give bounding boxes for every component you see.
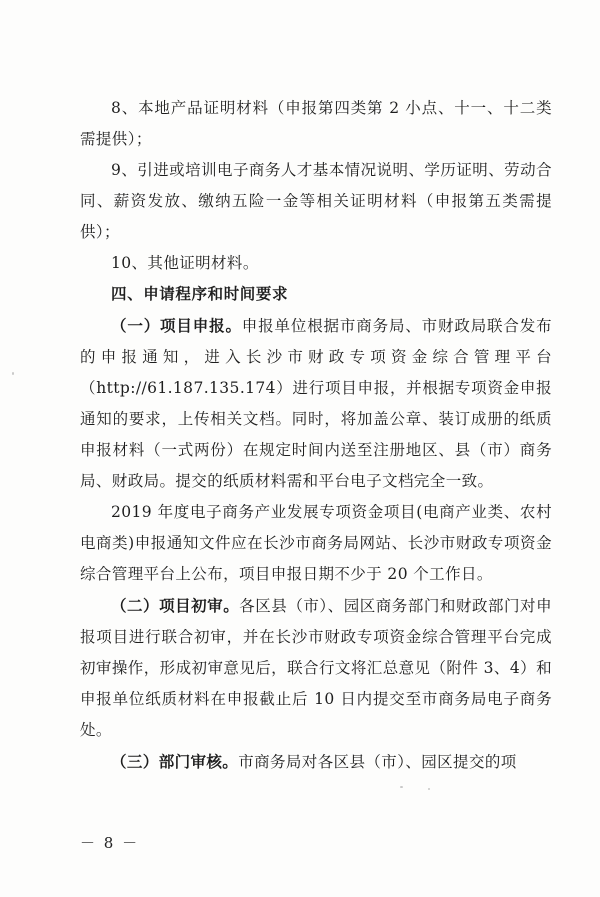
text-preliminary-review: 各区县（市）、园区商务部门和财政部门对申报项目进行联合初审，并在长沙市财政专项资金综合管理平台完成初审操作，形成初审意见后，联合行文将汇总意见（附件 3、4）和申报单位纸质材料在申报截止后 10 日内提交至市商务局电子商务处。	[80, 597, 552, 739]
paragraph-item-9: 9、引进或培训电子商务人才基本情况说明、学历证明、劳动合同、薪资发放、缴纳五险一金等相关证明材料（申报第五类需提供）；	[80, 161, 552, 241]
subheading-project-application: （一）项目申报。	[111, 316, 242, 335]
text-project-application: 申报单位根据市商务局、市财政局联合发布的申报通知，进入长沙市财政专项资金综合管理平台（http://61.187.135.174）进行项目申报，并根据专项资金申报通知的要求，上传相关文档。同时，将加盖公章、装订成册的纸质申报材料（一式两份）在规定时间内送至注册地区、县（市）商务局、财政局。提交的纸质材料需和平台电子文档完全一致。	[80, 317, 552, 490]
scan-speck	[400, 786, 403, 788]
document-body	[80, 93, 552, 778]
text-department-review: 市商务局对各区县（市）、园区提交的项	[238, 753, 517, 771]
paragraph-2019-notice: 2019 年度电子商务产业发展专项资金项目(电商产业类、农村电商类)申报通知文件应在长沙市商务局网站、长沙市财政专项资金综合管理平台上公布，项目申报日期不少于 20 个工作日。	[80, 503, 552, 583]
paragraph-project-application	[80, 310, 552, 497]
page-number: － 8 －	[80, 834, 140, 852]
paragraph-preliminary-review	[80, 590, 552, 746]
paragraph-item-8: 8、本地产品证明材料（申报第四类第 2 小点、十一、十二类需提供）；	[80, 99, 552, 148]
paragraph-department-review	[80, 746, 552, 778]
scan-speck	[428, 788, 430, 790]
subheading-department-review: （三）部门审核。	[111, 752, 239, 771]
section-heading-4: 四、申请程序和时间要求	[111, 285, 289, 303]
paragraph-item-10: 10、其他证明材料。	[111, 254, 259, 272]
subheading-preliminary-review: （二）项目初审。	[111, 596, 240, 615]
scan-speck	[12, 372, 14, 375]
